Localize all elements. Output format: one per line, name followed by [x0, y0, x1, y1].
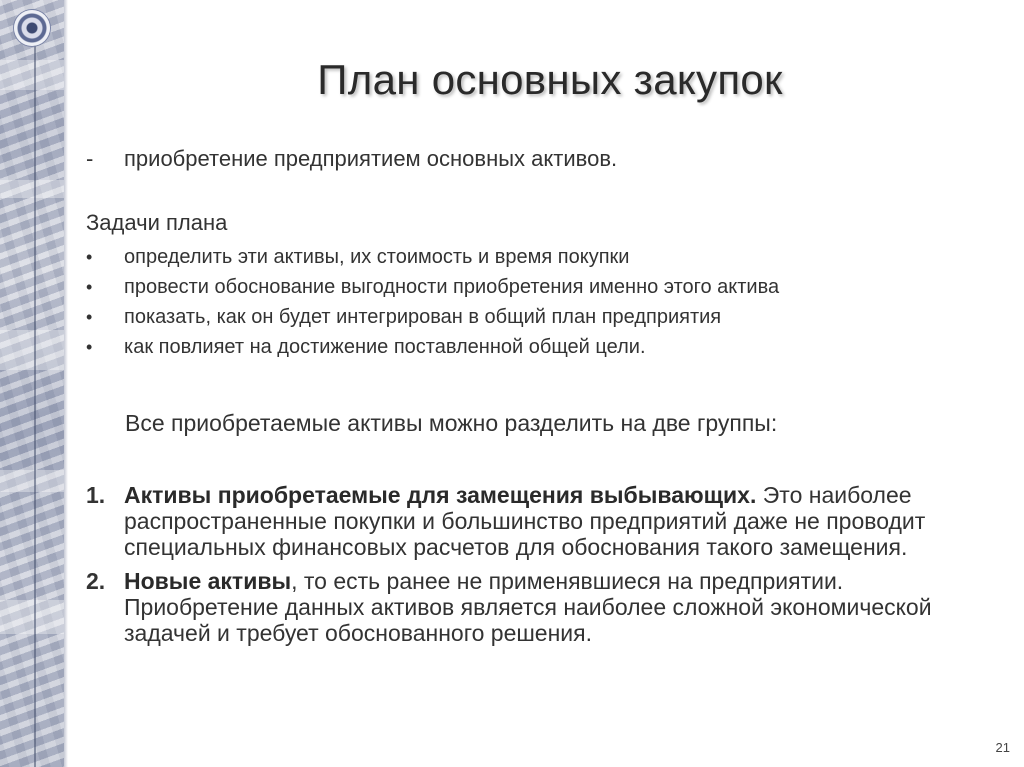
- task-item: • провести обоснование выгодности приобретения именно этого актива: [86, 276, 780, 298]
- group-number: 2.: [86, 568, 106, 594]
- task-item: • показать, как он будет интегрирован в общий план предприятия: [86, 306, 722, 328]
- bullet-icon: •: [86, 337, 93, 357]
- task-item: • определить эти активы, их стоимость и время покупки: [86, 246, 630, 268]
- groups-list: [86, 482, 966, 654]
- definition-text: приобретение предприятием основных активов.: [124, 146, 618, 171]
- tasks-heading: Задачи плана: [86, 210, 228, 235]
- tasks-list: [86, 245, 916, 365]
- groups-intro: Все приобретаемые активы можно разделить на две группы:: [125, 410, 778, 436]
- definition-line: [86, 146, 617, 172]
- group-item: [86, 568, 966, 646]
- group-item: [86, 482, 966, 560]
- group-description: , то есть ранее не применявшиеся на предприятии. Приобретение данных активов является наиболее сложной экономической задачей и требует обоснованного решения.: [124, 568, 932, 646]
- bullet-icon: •: [86, 247, 93, 267]
- ring-ornament-icon: [14, 10, 50, 46]
- slide-title: План основных закупок: [317, 56, 783, 103]
- group-description: Это наиболее распространенные покупки и большинство предприятий даже не проводит специальных финансовых расчетов для обоснования такого замещения.: [124, 482, 926, 560]
- task-item: • как повлияет на достижение поставленной общей цели.: [86, 336, 646, 358]
- page-number: 21: [995, 740, 1010, 755]
- bullet-icon: •: [86, 277, 93, 297]
- decorative-side-strip: [0, 0, 64, 767]
- definition-dash: -: [86, 146, 94, 171]
- group-title: Активы приобретаемые для замещения выбывающих.: [124, 482, 757, 508]
- group-number: 1.: [86, 482, 106, 508]
- bullet-icon: •: [86, 307, 93, 327]
- group-title: Новые активы: [124, 568, 292, 594]
